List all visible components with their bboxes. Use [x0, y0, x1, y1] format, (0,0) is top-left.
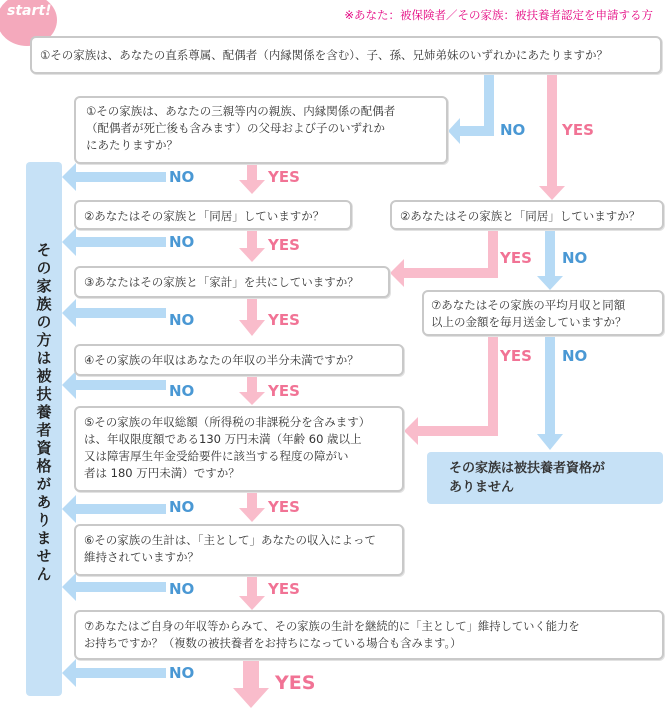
question-box-2-left — [74, 200, 352, 230]
question-text: ③あなたはその家族と「家計」を共にしていますか？ — [84, 275, 359, 289]
question-box-4 — [74, 344, 404, 376]
label-no: NO — [500, 121, 526, 139]
label-no: NO — [169, 498, 195, 516]
question-text: ⑤その家族の年収総額（所得税の非課税分を含みます） は、年収限度額である130 万円未満（年齢 60 歳以上 又は障害厚生年金受給要件に該当する程度の障がい 者は 180 万円未満）ですか？ — [84, 415, 371, 480]
question-box-3 — [74, 266, 390, 298]
label-yes: YES — [562, 121, 594, 139]
question-box-7-right — [422, 290, 664, 336]
question-text: ④その家族の年収はあなたの年収の半分未満ですか？ — [84, 353, 359, 367]
question-box-7 — [74, 610, 664, 660]
side-result-text: その家族の方は被扶養者資格がありません — [34, 242, 53, 584]
question-text: ②あなたはその家族と「同居」していますか？ — [84, 209, 325, 223]
label-no: NO — [169, 580, 195, 598]
label-yes: YES — [275, 672, 316, 694]
label-no: NO — [562, 249, 588, 267]
question-box-1b — [74, 96, 448, 164]
label-yes: YES — [268, 168, 300, 186]
result-not-eligible — [427, 452, 663, 504]
question-text: ②あなたはその家族と「同居」していますか？ — [400, 209, 641, 223]
question-text: ⑥その家族の生計は、「主として」あなたの収入によって 維持されていますか？ — [84, 533, 377, 564]
question-text: ①その家族は、あなたの三親等内の親族、内縁関係の配偶者 （配偶者が死亡後も含みます）の父母および子のいずれか にあたりますか？ — [86, 104, 396, 152]
label-no: NO — [169, 311, 195, 329]
question-box-5 — [74, 406, 404, 492]
label-no: NO — [169, 168, 195, 186]
no-arrows — [62, 74, 563, 687]
question-box-1 — [30, 36, 662, 74]
label-no: NO — [169, 664, 195, 682]
question-box-2-right — [390, 200, 664, 230]
label-yes: YES — [268, 580, 300, 598]
start-label: start! — [7, 3, 52, 19]
label-yes: YES — [268, 236, 300, 254]
label-no: NO — [562, 347, 588, 365]
label-yes: YES — [500, 347, 532, 365]
label-yes: YES — [268, 311, 300, 329]
label-yes: YES — [500, 249, 532, 267]
result-text: その家族は被扶養者資格が ありません — [449, 461, 606, 495]
label-no: NO — [169, 382, 195, 400]
label-no: NO — [169, 233, 195, 251]
label-yes: YES — [268, 382, 300, 400]
question-text: ①その家族は、あなたの直系尊属、配偶者（内縁関係を含む）、子、孫、兄姉弟妹のいずれかにあたりますか？ — [40, 48, 609, 62]
label-yes: YES — [268, 498, 300, 516]
question-text: ⑦あなたはご自身の年収等からみて、その家族の生計を継続的に「主として」維持していく能力を お持ちですか？（複数の被扶養者をお持ちになっている場合も含みます。） — [84, 620, 580, 650]
question-box-6 — [74, 524, 404, 576]
legend-note: ※あなた：被保険者／その家族：被扶養者認定を申請する方 — [344, 8, 653, 22]
question-text: ⑦あなたはその家族の平均月収と同額 以上の金額を毎月送金していますか？ — [431, 298, 627, 329]
